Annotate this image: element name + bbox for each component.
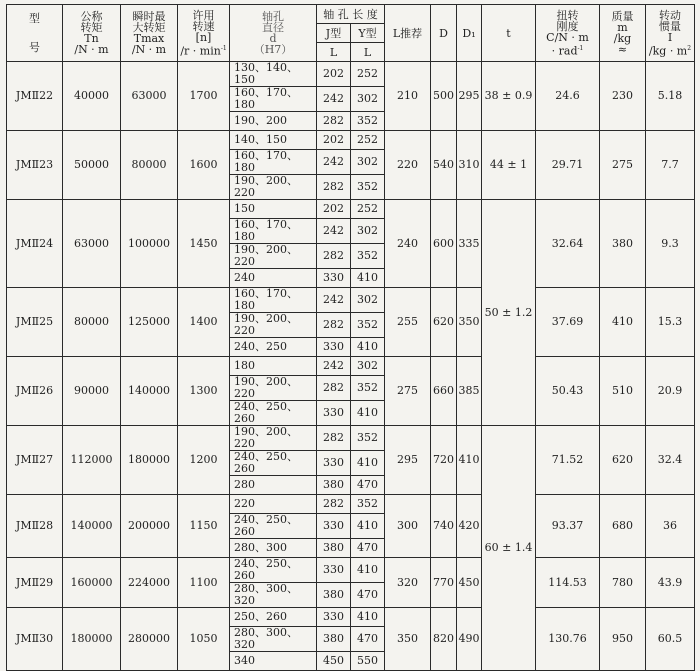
j-length-cell: 242 — [317, 357, 351, 376]
j-length-cell: 202 — [317, 62, 351, 87]
tn-cell: 80000 — [63, 288, 121, 357]
bore-cell: 180 — [230, 357, 317, 376]
y-length-cell: 352 — [351, 376, 385, 401]
speed-cell: 1150 — [178, 495, 230, 558]
d-cell: 740 — [431, 495, 457, 558]
j-length-cell: 282 — [317, 112, 351, 131]
header-model: 型 号 — [7, 5, 63, 62]
y-length-cell: 352 — [351, 244, 385, 269]
y-length-cell: 252 — [351, 62, 385, 87]
y-length-cell: 410 — [351, 338, 385, 357]
d-cell: 500 — [431, 62, 457, 131]
y-length-cell: 352 — [351, 112, 385, 131]
l-rec-cell: 240 — [385, 200, 431, 288]
speed-cell: 1050 — [178, 608, 230, 671]
stiffness-cell: 37.69 — [536, 288, 600, 357]
bore-cell: 190、200、220 — [230, 426, 317, 451]
tmax-cell: 200000 — [121, 495, 178, 558]
table-row — [7, 558, 695, 583]
j-length-cell: 282 — [317, 244, 351, 269]
tn-cell: 160000 — [63, 558, 121, 608]
j-length-cell: 282 — [317, 376, 351, 401]
d1-cell: 335 — [457, 200, 482, 288]
speed-cell: 1700 — [178, 62, 230, 131]
j-length-cell: 330 — [317, 401, 351, 426]
d1-cell: 310 — [457, 131, 482, 200]
stiffness-cell: 24.6 — [536, 62, 600, 131]
y-length-cell: 470 — [351, 627, 385, 652]
stiffness-cell: 32.64 — [536, 200, 600, 288]
tn-cell: 40000 — [63, 62, 121, 131]
inertia-cell: 15.3 — [646, 288, 695, 357]
y-length-cell: 352 — [351, 175, 385, 200]
bore-cell: 280 — [230, 476, 317, 495]
y-length-cell: 550 — [351, 652, 385, 671]
header-mass: 质量 m /kg ≈ — [600, 5, 646, 62]
header-d: D — [431, 5, 457, 62]
t-cell: 44 ± 1 — [482, 131, 536, 200]
speed-cell: 1450 — [178, 200, 230, 288]
stiffness-cell: 130.76 — [536, 608, 600, 671]
d1-cell: 410 — [457, 426, 482, 495]
j-length-cell: 282 — [317, 313, 351, 338]
l-rec-cell: 220 — [385, 131, 431, 200]
j-length-cell: 242 — [317, 87, 351, 112]
bore-cell: 190、200 — [230, 112, 317, 131]
inertia-cell: 5.18 — [646, 62, 695, 131]
j-length-cell: 330 — [317, 558, 351, 583]
header-hub-length: 轴 孔 长 度 — [317, 5, 385, 24]
header-j-l: L — [317, 43, 351, 62]
model-cell: JMⅡ22 — [7, 62, 63, 131]
model-cell: JMⅡ24 — [7, 200, 63, 288]
inertia-cell: 36 — [646, 495, 695, 558]
j-length-cell: 282 — [317, 175, 351, 200]
d-cell: 620 — [431, 288, 457, 357]
bore-cell: 240、250 — [230, 338, 317, 357]
tn-cell: 63000 — [63, 200, 121, 288]
d1-cell: 295 — [457, 62, 482, 131]
stiffness-cell: 71.52 — [536, 426, 600, 495]
j-length-cell: 380 — [317, 583, 351, 608]
bore-cell: 340 — [230, 652, 317, 671]
speed-cell: 1400 — [178, 288, 230, 357]
model-cell: JMⅡ28 — [7, 495, 63, 558]
bore-cell: 240 — [230, 269, 317, 288]
model-cell: JMⅡ27 — [7, 426, 63, 495]
y-length-cell: 352 — [351, 313, 385, 338]
mass-cell: 620 — [600, 426, 646, 495]
d-cell: 720 — [431, 426, 457, 495]
j-length-cell: 202 — [317, 200, 351, 219]
y-length-cell: 470 — [351, 583, 385, 608]
header-bore-diameter: 轴孔 直径 d （H7） — [230, 5, 317, 62]
d-cell: 660 — [431, 357, 457, 426]
y-length-cell: 302 — [351, 288, 385, 313]
model-cell: JMⅡ26 — [7, 357, 63, 426]
speed-cell: 1300 — [178, 357, 230, 426]
l-rec-cell: 320 — [385, 558, 431, 608]
l-rec-cell: 295 — [385, 426, 431, 495]
header-y-type: Y型 — [351, 24, 385, 43]
y-length-cell: 410 — [351, 401, 385, 426]
tmax-cell: 224000 — [121, 558, 178, 608]
tmax-cell: 80000 — [121, 131, 178, 200]
mass-cell: 950 — [600, 608, 646, 671]
model-cell: JMⅡ23 — [7, 131, 63, 200]
header-nominal-torque: 公称 转矩 Tn /N · m — [63, 5, 121, 62]
stiffness-cell: 50.43 — [536, 357, 600, 426]
d1-cell: 450 — [457, 558, 482, 608]
l-rec-cell: 350 — [385, 608, 431, 671]
bore-cell: 140、150 — [230, 131, 317, 150]
t-cell: 50 ± 1.2 — [482, 200, 536, 426]
d-cell: 820 — [431, 608, 457, 671]
l-rec-cell: 255 — [385, 288, 431, 357]
j-length-cell: 330 — [317, 514, 351, 539]
table-row — [7, 495, 695, 514]
j-length-cell: 380 — [317, 476, 351, 495]
bore-cell: 190、200、220 — [230, 175, 317, 200]
j-length-cell: 330 — [317, 451, 351, 476]
d-cell: 770 — [431, 558, 457, 608]
y-length-cell: 410 — [351, 558, 385, 583]
bore-cell: 190、200、220 — [230, 376, 317, 401]
y-length-cell: 470 — [351, 476, 385, 495]
y-length-cell: 470 — [351, 539, 385, 558]
tmax-cell: 280000 — [121, 608, 178, 671]
mass-cell: 275 — [600, 131, 646, 200]
tmax-cell: 180000 — [121, 426, 178, 495]
tmax-cell: 125000 — [121, 288, 178, 357]
j-length-cell: 330 — [317, 269, 351, 288]
stiffness-cell: 93.37 — [536, 495, 600, 558]
bore-cell: 280、300 — [230, 539, 317, 558]
speed-cell: 1100 — [178, 558, 230, 608]
bore-cell: 130、140、150 — [230, 62, 317, 87]
d1-cell: 385 — [457, 357, 482, 426]
tn-cell: 112000 — [63, 426, 121, 495]
bore-cell: 240、250、260 — [230, 401, 317, 426]
tmax-cell: 140000 — [121, 357, 178, 426]
j-length-cell: 380 — [317, 539, 351, 558]
d1-cell: 490 — [457, 608, 482, 671]
j-length-cell: 202 — [317, 131, 351, 150]
y-length-cell: 410 — [351, 608, 385, 627]
model-cell: JMⅡ30 — [7, 608, 63, 671]
bore-cell: 160、170、180 — [230, 150, 317, 175]
speed-cell: 1200 — [178, 426, 230, 495]
j-length-cell: 282 — [317, 495, 351, 514]
t-cell: 38 ± 0.9 — [482, 62, 536, 131]
y-length-cell: 410 — [351, 514, 385, 539]
j-length-cell: 380 — [317, 627, 351, 652]
bore-cell: 240、250、260 — [230, 514, 317, 539]
y-length-cell: 352 — [351, 426, 385, 451]
j-length-cell: 282 — [317, 426, 351, 451]
tmax-cell: 100000 — [121, 200, 178, 288]
coupling-spec-table-page — [6, 4, 694, 667]
j-length-cell: 242 — [317, 219, 351, 244]
y-length-cell: 352 — [351, 495, 385, 514]
bore-cell: 240、250、260 — [230, 558, 317, 583]
header-torsional-stiffness: 扭转 刚度 C/N · m · rad$^{-1}$ — [536, 5, 600, 62]
header-l-recommended: L推荐 — [385, 5, 431, 62]
stiffness-cell: 114.53 — [536, 558, 600, 608]
header-t: t — [482, 5, 536, 62]
table-row — [7, 62, 695, 87]
table-row — [7, 288, 695, 313]
bore-cell: 190、200、220 — [230, 313, 317, 338]
inertia-cell: 60.5 — [646, 608, 695, 671]
header-d1: D₁ — [457, 5, 482, 62]
d1-cell: 420 — [457, 495, 482, 558]
y-length-cell: 302 — [351, 87, 385, 112]
d-cell: 600 — [431, 200, 457, 288]
table-row — [7, 357, 695, 376]
t-cell: 60 ± 1.4 — [482, 426, 536, 671]
bore-cell: 220 — [230, 495, 317, 514]
bore-cell: 280、300、320 — [230, 627, 317, 652]
header-max-torque: 瞬时最 大转矩 Tmax /N · m — [121, 5, 178, 62]
j-length-cell: 242 — [317, 150, 351, 175]
table-row — [7, 131, 695, 150]
bore-cell: 160、170、180 — [230, 87, 317, 112]
l-rec-cell: 300 — [385, 495, 431, 558]
d-cell: 540 — [431, 131, 457, 200]
l-rec-cell: 275 — [385, 357, 431, 426]
tn-cell: 90000 — [63, 357, 121, 426]
y-length-cell: 302 — [351, 357, 385, 376]
table-row — [7, 426, 695, 451]
d1-cell: 350 — [457, 288, 482, 357]
model-cell: JMⅡ25 — [7, 288, 63, 357]
mass-cell: 410 — [600, 288, 646, 357]
bore-cell: 250、260 — [230, 608, 317, 627]
j-length-cell: 330 — [317, 608, 351, 627]
j-length-cell: 330 — [317, 338, 351, 357]
mass-cell: 230 — [600, 62, 646, 131]
model-cell: JMⅡ29 — [7, 558, 63, 608]
tn-cell: 180000 — [63, 608, 121, 671]
table-row — [7, 608, 695, 627]
inertia-cell: 32.4 — [646, 426, 695, 495]
y-length-cell: 410 — [351, 269, 385, 288]
table-row — [7, 200, 695, 219]
y-length-cell: 252 — [351, 131, 385, 150]
stiffness-cell: 29.71 — [536, 131, 600, 200]
coupling-spec-table — [6, 4, 695, 671]
mass-cell: 680 — [600, 495, 646, 558]
inertia-cell: 20.9 — [646, 357, 695, 426]
bore-cell: 240、250、260 — [230, 451, 317, 476]
j-length-cell: 450 — [317, 652, 351, 671]
y-length-cell: 252 — [351, 200, 385, 219]
bore-cell: 160、170、180 — [230, 288, 317, 313]
inertia-cell: 43.9 — [646, 558, 695, 608]
inertia-cell: 9.3 — [646, 200, 695, 288]
header-y-l: L — [351, 43, 385, 62]
header-allowable-speed: 许用 转速 [n] $/r \cdot \min^{-1}$ — [178, 5, 230, 62]
bore-cell: 160、170、180 — [230, 219, 317, 244]
mass-cell: 780 — [600, 558, 646, 608]
y-length-cell: 302 — [351, 150, 385, 175]
bore-cell: 280、300、320 — [230, 583, 317, 608]
mass-cell: 510 — [600, 357, 646, 426]
header-j-type: J型 — [317, 24, 351, 43]
l-rec-cell: 210 — [385, 62, 431, 131]
inertia-cell: 7.7 — [646, 131, 695, 200]
mass-cell: 380 — [600, 200, 646, 288]
j-length-cell: 242 — [317, 288, 351, 313]
y-length-cell: 410 — [351, 451, 385, 476]
bore-cell: 150 — [230, 200, 317, 219]
tn-cell: 140000 — [63, 495, 121, 558]
y-length-cell: 302 — [351, 219, 385, 244]
tmax-cell: 63000 — [121, 62, 178, 131]
header-moment-of-inertia: 转动 惯量 I $/kg \cdot m^2$ — [646, 5, 695, 62]
bore-cell: 190、200、220 — [230, 244, 317, 269]
speed-cell: 1600 — [178, 131, 230, 200]
tn-cell: 50000 — [63, 131, 121, 200]
